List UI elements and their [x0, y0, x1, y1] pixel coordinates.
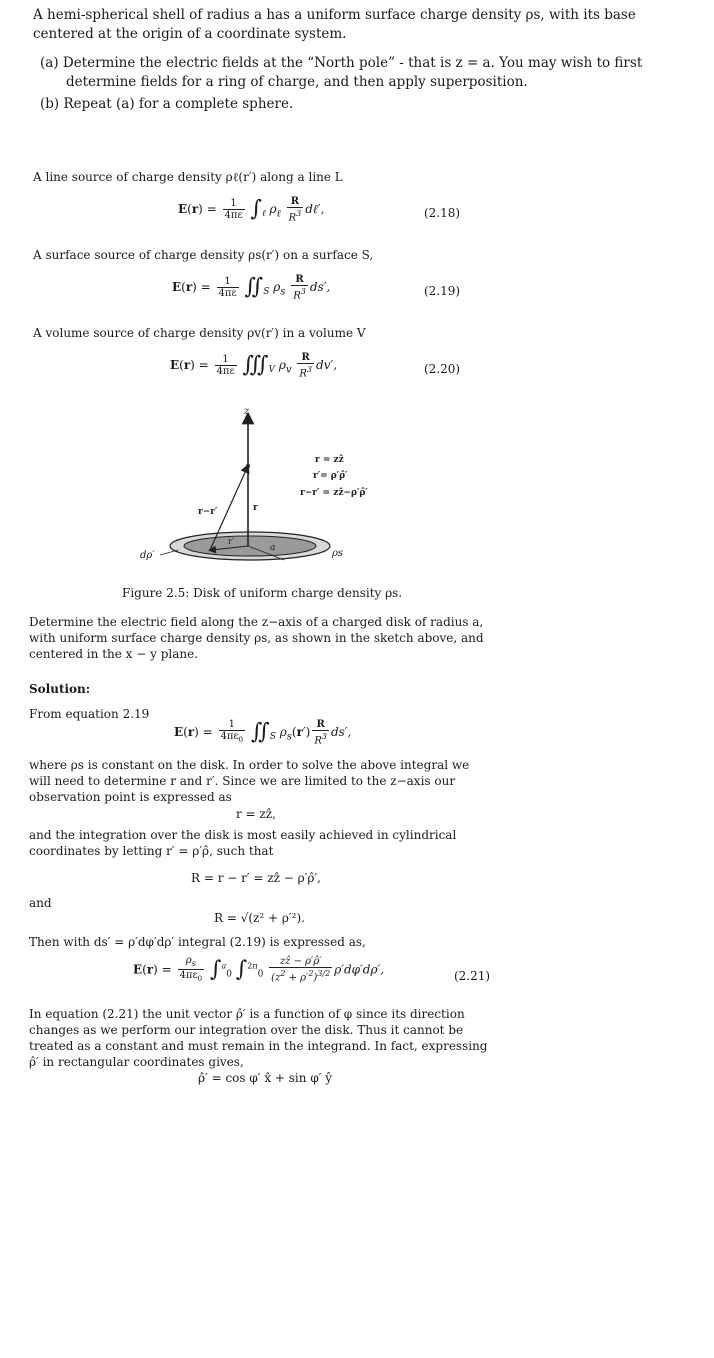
rprime-label: r′: [228, 537, 234, 546]
cylindrical-text: and the integration over the disk is most easily achieved in cylindrical coordinates by letting r′ = ρ′ρ̂, such that: [29, 828, 457, 858]
r-label: r: [253, 503, 258, 513]
equation-2-19: E(r) = $\frac{1}{4\pi\varepsilon}$ $∬_S$ $\rho_s$ $\frac{R}{R^3}$ ds′,: [172, 274, 331, 302]
difference-equation-label: r−r′ = zẑ−ρ′ρ̂′: [300, 488, 368, 498]
figure-caption: Figure 2.5: Disk of uniform charge density ρs.: [122, 586, 403, 600]
equation-number-2-18: (2.18): [424, 206, 461, 220]
where-text: where ρs is constant on the disk. In order to solve the above integral we will need to determine r and r′. Since we are limited to the z−axis our observation point is expressed as: [29, 758, 470, 804]
task-text: Determine the electric field along the z−axis of a charged disk of radius a, with uniform surface charge density ρs, as shown in the sketch above, and centered in the x − y plane.: [29, 615, 484, 661]
radius-a-label: a: [270, 543, 276, 553]
equation-2-21: E(r) = $\frac{\rho_s}{4\pi\varepsilon_0}$ ∫$^a_0$ ∫$^{2\pi}_0$ $\frac{\text{zẑ − ρ′ρ̂′}}{(z^2 + \rho'^2)^{3/2}}$ ρ′dφ′dρ′,: [133, 955, 385, 984]
rho-s-label: ρs: [332, 548, 344, 559]
equation-e-disk: E(r) = $\frac{1}{4\pi\varepsilon_0}$ $∬_S$ $\rho_s(r')$ $\frac{R}{R^3}$ ds′,: [174, 719, 352, 747]
volume-source-text: A volume source of charge density ρv(r′) in a volume V: [33, 326, 366, 340]
problem-intro: A hemi-spherical shell of radius a has a uniform surface charge density ρs, with its base centered at the origin of a coordinate system.: [33, 7, 636, 42]
equation-2-18: E(r) = $\frac{1}{4\pi\varepsilon}$ $\int_\ell$ $\rho_\ell$ $\frac{R}{R^3}$ dℓ′,: [178, 196, 325, 224]
R-definition: R = r − r′ = zẑ − ρ′ρ̂′,: [191, 871, 321, 885]
equation-number-2-21: (2.21): [454, 969, 491, 983]
drho-label: dρ′: [140, 550, 155, 561]
r-equation-label: r = zẑ: [315, 455, 344, 465]
surface-source-text: A surface source of charge density ρs(r′) on a surface S,: [33, 248, 374, 262]
problem-part-a: (a) Determine the electric fields at the “North pole” - that is z = a. You may wish to first determine fields for a ring of charge, and then apply superposition.: [40, 55, 643, 90]
from-equation-text: From equation 2.19: [29, 707, 150, 721]
R-magnitude: R = √(z² + ρ′²).: [214, 911, 305, 925]
final-text: In equation (2.21) the unit vector ρ̂′ is a function of φ since its direction changes as we perform our integration over the disk. Thus it cannot be treated as a constant and must remain in the integrand. In fact, expressing ρ̂′ in rectangular coordinates gives,: [29, 1007, 488, 1069]
rprime-equation-label: r′= ρ′ρ̂′: [313, 471, 348, 481]
rho-hat-equation: ρ̂′ = cos φ′ x̂ + sin φ′ ŷ: [198, 1071, 333, 1085]
disk-figure: [120, 400, 420, 575]
drho-leader: [160, 550, 178, 555]
solution-heading: Solution:: [29, 682, 91, 696]
equation-2-20: E(r) = $\frac{1}{4\pi\varepsilon}$ $∭_V$ $\rho_v$ $\frac{R}{R^3}$ dv′,: [170, 352, 338, 380]
equation-number-2-19: (2.19): [424, 284, 461, 298]
line-source-text: A line source of charge density ρℓ(r′) along a line L: [33, 170, 343, 184]
r-definition: r = zẑ,: [236, 807, 276, 821]
r-minus-rprime-label: r−r′: [198, 507, 218, 517]
equation-number-2-20: (2.20): [424, 362, 461, 376]
observation-point: [246, 464, 250, 468]
and-text: and: [29, 896, 52, 910]
charged-disk: [184, 536, 316, 556]
then-text: Then with ds′ = ρ′dφ′dρ′ integral (2.19) is expressed as,: [29, 935, 366, 949]
problem-part-b: (b) Repeat (a) for a complete sphere.: [40, 96, 294, 112]
z-axis-label: z: [244, 406, 250, 417]
